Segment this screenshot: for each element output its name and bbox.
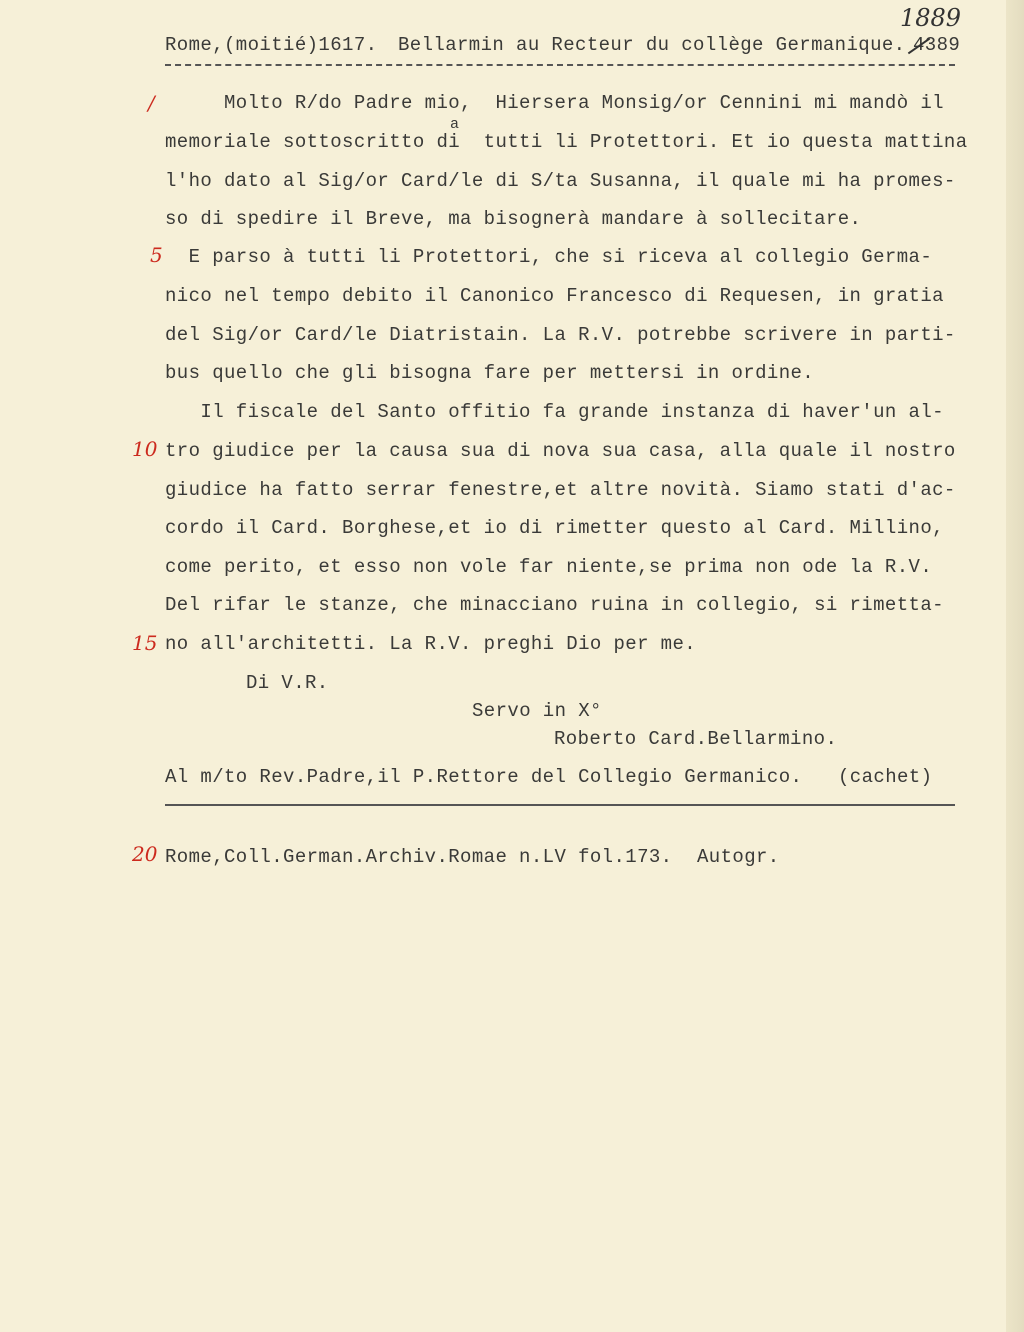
page-edge: [1006, 0, 1024, 1332]
body-line-4: so di spedire il Breve, ma bisognerà mandare à sollecitare.: [165, 208, 862, 230]
body-line-10: tro giudice per la causa sua di nova sua casa, alla quale il nostro: [165, 440, 956, 462]
body-line-9: Il fiscale del Santo offitio fa grande instanza di haver'un al-: [165, 401, 944, 423]
body-line-8: bus quello che gli bisogna fare per mettersi in ordine.: [165, 362, 815, 384]
superscript-a: a: [450, 116, 460, 133]
header-rule: [165, 64, 955, 66]
body-line-7: del Sig/or Card/le Diatristain. La R.V. potrebbe scrivere in parti-: [165, 324, 956, 346]
body-line-6: nico nel tempo debito il Canonico Francesco di Requesen, in gratia: [165, 285, 944, 307]
margin-number-10: 10: [132, 437, 158, 461]
header-number: 4389: [913, 34, 961, 56]
body-line-14: Del rifar le stanze, che minacciano ruina in collegio, si rimetta-: [165, 594, 944, 616]
body-line-11: giudice ha fatto serrar fenestre,et altre novità. Siamo stati d'ac-: [165, 479, 956, 501]
body-line-15: no all'architetti. La R.V. preghi Dio per me.: [165, 633, 697, 655]
servo-line: Servo in X°: [472, 700, 602, 722]
address-line: Al m/to Rev.Padre,il P.Rettore del Collegio Germanico.: [165, 766, 803, 788]
margin-number-5: 5: [150, 243, 163, 267]
header-place-date: Rome,(moitié)1617.: [165, 34, 378, 56]
pencil-number: 1889: [900, 4, 962, 32]
source-citation: Rome,Coll.German.Archiv.Romae n.LV fol.173.: [165, 846, 673, 868]
body-line-3: l'ho dato al Sig/or Card/le di S/ta Susanna, il quale mi ha promes-: [165, 170, 956, 192]
header-title: Bellarmin au Recteur du collège Germanique.: [398, 34, 906, 56]
margin-number-20: 20: [132, 842, 158, 866]
autograph-note: Autogr.: [697, 846, 780, 868]
body-line-12: cordo il Card. Borghese,et io di rimetter questo al Card. Millino,: [165, 517, 944, 539]
body-line-5: E parso à tutti li Protettori, che si riceva al collegio Germa-: [165, 246, 933, 268]
body-line-2: memoriale sottoscritto di tutti li Protettori. Et io questa mattina: [165, 131, 968, 153]
margin-number-15: 15: [132, 631, 158, 655]
signature: Roberto Card.Bellarmino.: [554, 728, 838, 750]
margin-number-1: /: [148, 91, 155, 115]
closing: Di V.R.: [246, 672, 329, 694]
cachet: (cachet): [838, 766, 933, 788]
body-line-1: Molto R/do Padre mio, Hiersera Monsig/or Cennini mi mandò il: [165, 92, 944, 114]
footer-rule: [165, 804, 955, 806]
body-line-13: come perito, et esso non vole far niente,se prima non ode la R.V.: [165, 556, 933, 578]
